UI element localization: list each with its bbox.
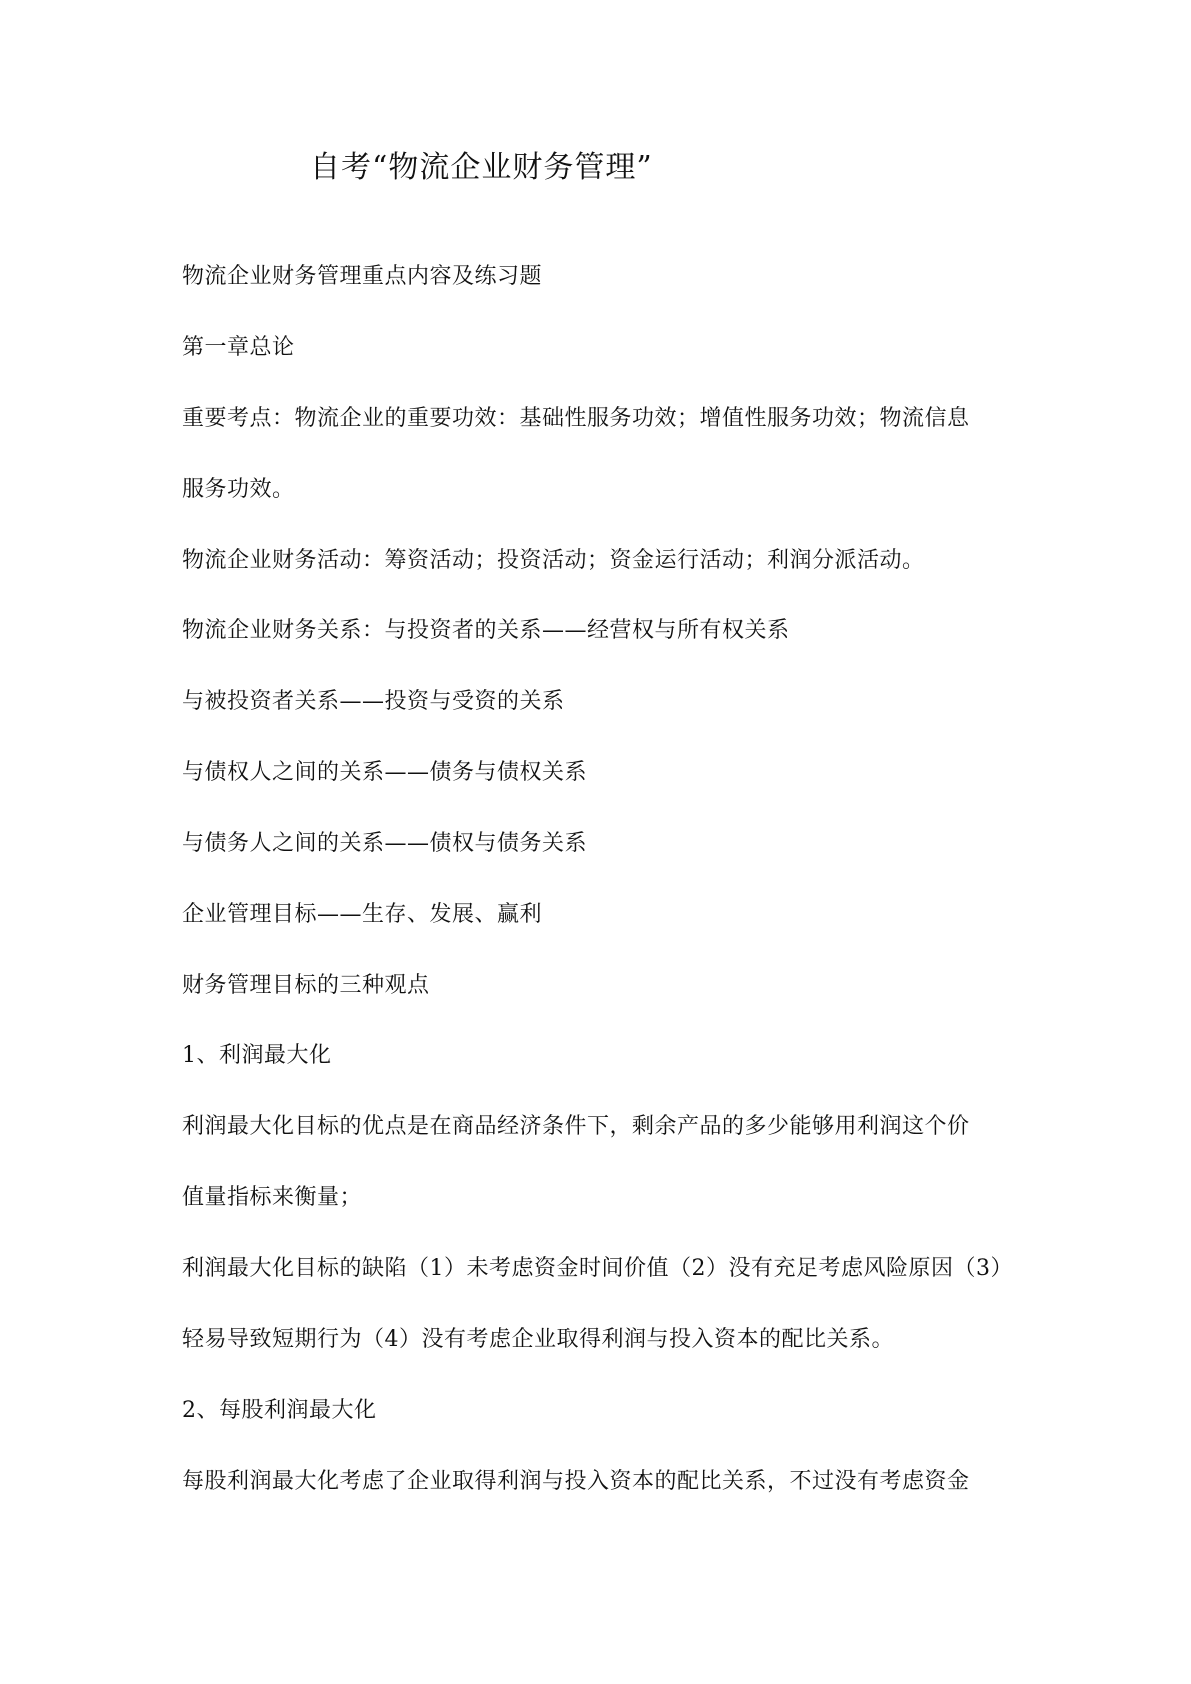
text-line: 服务功效。 — [182, 477, 295, 502]
text-line: 与被投资者关系——投资与受资的关系 — [182, 689, 565, 714]
text-line: 值量指标来衡量； — [182, 1185, 363, 1210]
text-line: 2、每股利润最大化 — [182, 1398, 377, 1423]
text-line: 轻易导致短期行为（4）没有考虑企业取得利润与投入资本的配比关系。 — [182, 1327, 894, 1352]
text-line: 与债务人之间的关系——债权与债务关系 — [182, 831, 588, 856]
text-line: 企业管理目标——生存、发展、赢利 — [182, 902, 543, 927]
text-line: 每股利润最大化考虑了企业取得利润与投入资本的配比关系，不过没有考虑资金 — [182, 1469, 970, 1494]
text-line: 1、利润最大化 — [182, 1043, 332, 1068]
text-line: 利润最大化目标的缺陷（1）未考虑资金时间价值（2）没有充足考虑风险原因（3） — [182, 1256, 1013, 1281]
text-line: 物流企业财务活动：筹资活动；投资活动；资金运行活动；利润分派活动。 — [182, 548, 925, 573]
text-line: 利润最大化目标的优点是在商品经济条件下，剩余产品的多少能够用利润这个价 — [182, 1114, 970, 1139]
text-line: 物流企业财务管理重点内容及练习题 — [182, 264, 543, 289]
document-title: 自考“物流企业财务管理” — [310, 150, 653, 185]
text-line: 财务管理目标的三种观点 — [182, 973, 430, 998]
text-line: 物流企业财务关系：与投资者的关系——经营权与所有权关系 — [182, 618, 790, 643]
text-line: 第一章总论 — [182, 335, 295, 360]
text-line: 重要考点：物流企业的重要功效：基础性服务功效；增值性服务功效；物流信息 — [182, 406, 970, 431]
text-line: 与债权人之间的关系——债务与债权关系 — [182, 760, 588, 785]
